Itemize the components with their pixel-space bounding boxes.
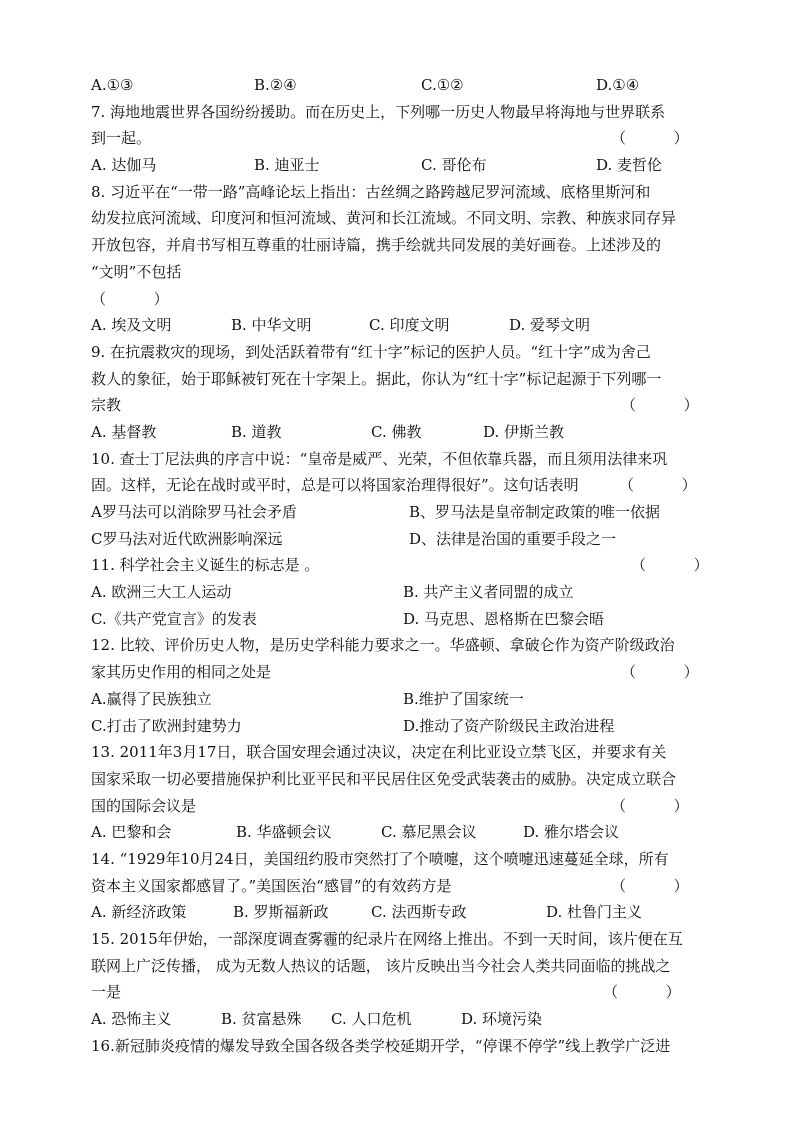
q12-option-a: A.赢得了民族独立: [91, 689, 212, 708]
q11-answer-blank: （ ）: [631, 556, 709, 575]
q12-option-c: C.打击了欧洲封建势力: [91, 716, 242, 735]
q13-stem-line: 13. 2011年3月17日，联合国安理会通过决议，决定在利比亚设立禁飞区，并要求有关: [91, 743, 667, 762]
q10-option-d: D、法律是治国的重要手段之一: [409, 529, 617, 548]
q12-stem-line: [91, 659, 711, 686]
q9-option-d: D. 伊斯兰教: [483, 422, 565, 441]
q11-option-d: D. 马克思、恩格斯在巴黎会晤: [403, 609, 605, 628]
q15-option-d: D. 环境污染: [461, 1010, 543, 1029]
q8-stem-line: “文明”不包括: [91, 262, 182, 281]
q10-stem-line: 10. 查士丁尼法典的序言中说：“皇帝是威严、光荣，不但依靠兵器，而且须用法律来巩: [91, 449, 668, 468]
q13-stem-text: 国的国际会议是: [91, 796, 197, 815]
q11-options-row1: [91, 579, 711, 606]
q15-option-b: B. 贫富悬殊: [221, 1010, 302, 1029]
q11-option-a: A. 欧洲三大工人运动: [91, 583, 232, 602]
q16-stem-line: 16.新冠肺炎疫情的爆发导致全国各级各类学校延期开学，“停课不停学”线上教学广泛进: [91, 1036, 671, 1055]
q6-option-c: C.①②: [421, 76, 464, 94]
q12-option-b: B.维护了国家统一: [403, 689, 524, 708]
q8-answer-line: [91, 286, 711, 313]
q14-options: [91, 899, 711, 926]
q13-option-d: D. 雅尔塔会议: [523, 823, 620, 842]
q15-option-a: A. 恐怖主义: [91, 1010, 172, 1029]
q9-stem-text: 宗教: [91, 396, 122, 415]
q11-options-row2: [91, 606, 711, 633]
q9-options: [91, 419, 711, 446]
q12-stem-line: 12. 比较、评价历史人物，是历史学科能力要求之一。华盛顿、拿破仑作为资产阶级政治: [91, 636, 675, 655]
q13-option-a: A. 巴黎和会: [91, 823, 172, 842]
q10-option-b: B、罗马法是皇帝制定政策的唯一依据: [409, 503, 661, 521]
q8-options: [91, 312, 711, 339]
q8-option-a: A. 埃及文明: [91, 316, 172, 335]
q14-option-d: D. 杜鲁门主义: [546, 903, 643, 922]
q14-answer-blank: （ ）: [611, 876, 689, 895]
q6-option-d: D.①④: [596, 76, 640, 94]
q9-stem-line: [91, 392, 711, 419]
q12-stem-text: 家其历史作用的相同之处是: [91, 663, 272, 682]
q14-option-a: A. 新经济政策: [91, 903, 187, 922]
q8-stem-line: 8. 习近平在“一带一路”高峰论坛上指出：古丝绸之路跨越尼罗河流域、底格里斯河和: [91, 182, 651, 201]
q14-stem-text: 资本主义国家都感冒了。”美国医治“感冒”的有效药方是: [91, 876, 452, 895]
q7-options: [91, 152, 711, 179]
q15-stem-line: [91, 979, 711, 1006]
q9-option-b: B. 道教: [231, 422, 282, 441]
q8-stem-line: 开放包容，并肩书写相互尊重的壮丽诗篇，携手绘就共同发展的美好画卷。上述涉及的: [91, 236, 662, 255]
q10-answer-blank: （ ）: [619, 476, 697, 495]
q12-answer-blank: （ ）: [621, 663, 699, 682]
q8-option-d: D. 爱琴文明: [509, 316, 591, 335]
q9-stem-line: 9. 在抗震救灾的现场，到处活跃着带有“红十字”标记的医护人员。“红十字”成为舍己: [91, 342, 651, 361]
q11-option-c: C.《共产党宣言》的发表: [91, 609, 257, 628]
q13-options: [91, 819, 711, 846]
q7-stem-line: [91, 125, 711, 152]
q11-stem-line: [91, 552, 711, 579]
q10-option-c: C罗马法对近代欧洲影响深远: [91, 529, 283, 548]
q6-option-b: B.②④: [254, 76, 297, 94]
question-list: [91, 72, 711, 1059]
q8-option-b: B. 中华文明: [231, 316, 312, 335]
q7-option-c: C. 哥伦布: [421, 156, 487, 175]
q9-answer-blank: （ ）: [621, 396, 699, 415]
q8-option-c: C. 印度文明: [369, 316, 450, 335]
q10-options-row1: [91, 499, 711, 526]
q12-option-d: D.推动了资产阶级民主政治进程: [403, 716, 615, 735]
q11-option-b: B. 共产主义者同盟的成立: [403, 583, 574, 602]
q6-options: [91, 72, 711, 99]
q15-stem-line: 联网上广泛传播， 成为无数人热议的话题， 该片反映出当今社会人类共同面临的挑战之: [91, 956, 671, 975]
q7-stem-text: 到一起。: [91, 129, 152, 148]
q11-stem-text: 11. 科学社会主义诞生的标志是 。: [91, 556, 320, 575]
q13-stem-line: [91, 793, 711, 820]
q14-stem-line: 14. “1929年10月24日，美国纽约股市突然打了个喷嚏，这个喷嚏迅速蔓延全球，所有: [91, 849, 669, 868]
q8-stem-line: 幼发拉底河流域、印度河和恒河流域、黄河和长江流域。不同文明、宗教、种族求同存异: [91, 209, 677, 228]
q12-options-row1: [91, 686, 711, 713]
q14-stem-line: [91, 873, 711, 900]
q12-options-row2: [91, 713, 711, 740]
q7-stem-line: 7. 海地地震世界各国纷纷援助。而在历史上，下列哪一历史人物最早将海地与世界联系: [91, 102, 666, 121]
q15-stem-line: 15. 2015年伊始，一部深度调查雾霾的纪录片在网络上推出。不到一天时间，该片便在互: [91, 930, 683, 948]
q7-option-d: D. 麦哲伦: [596, 156, 663, 175]
q8-answer-blank: （ ）: [91, 289, 169, 308]
q7-option-b: B. 迪亚士: [254, 156, 320, 175]
q13-option-c: C. 慕尼黑会议: [381, 823, 477, 842]
q15-answer-blank: （ ）: [603, 983, 681, 1002]
q15-option-c: C. 人口危机: [331, 1010, 412, 1029]
q10-stem-line: [91, 472, 711, 499]
q13-option-b: B. 华盛顿会议: [236, 823, 332, 842]
q13-answer-blank: （ ）: [611, 796, 689, 815]
q15-options: [91, 1006, 711, 1033]
q9-option-a: A. 基督教: [91, 422, 157, 441]
q14-option-b: B. 罗斯福新政: [233, 903, 329, 922]
q13-stem-line: 国家采取一切必要措施保护利比亚平民和平民居住区免受武装袭击的威胁。决定成立联合: [91, 769, 677, 788]
q7-option-a: A. 达伽马: [91, 156, 157, 175]
q6-option-a: A.①③: [91, 76, 134, 94]
q15-stem-text: 一是: [91, 983, 122, 1002]
q10-stem-text: 固。这样，无论在战时或平时，总是可以将国家治理得很好”。这句话表明: [91, 476, 579, 495]
q14-option-c: C. 法西斯专政: [371, 903, 467, 922]
q10-option-a: A罗马法可以消除罗马社会矛盾: [91, 503, 297, 521]
q7-answer-blank: （ ）: [611, 129, 689, 148]
q10-options-row2: [91, 526, 711, 553]
q9-stem-line: 救人的象征，始于耶稣被钉死在十字架上。据此，你认为“红十字”标记起源于下列哪一: [91, 369, 662, 388]
q9-option-c: C. 佛教: [371, 422, 422, 441]
